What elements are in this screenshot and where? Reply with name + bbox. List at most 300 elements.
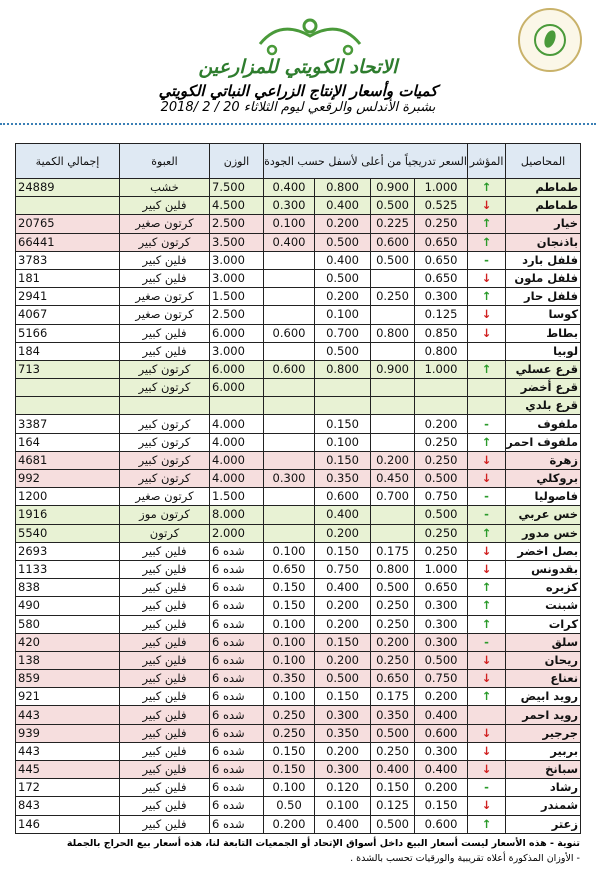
total-cell: 24889 <box>16 179 120 197</box>
package-cell: خشب <box>120 179 210 197</box>
indicator-cell: ↑ <box>468 288 506 306</box>
product-cell: زهرة <box>506 451 581 469</box>
indicator-cell <box>468 379 506 397</box>
price-3-cell: 0.800 <box>315 360 371 378</box>
package-cell: كرتون كبير <box>120 433 210 451</box>
price-3-cell: 0.200 <box>315 615 371 633</box>
price-3-cell: 0.750 <box>315 560 371 578</box>
table-row <box>16 415 581 433</box>
package-cell: فلين كبير <box>120 742 210 760</box>
price-1-cell: 1.000 <box>415 360 468 378</box>
indicator-cell: ↓ <box>468 542 506 560</box>
price-1-cell: 0.525 <box>415 197 468 215</box>
indicator-cell: ↓ <box>468 651 506 669</box>
indicator-cell: ↓ <box>468 324 506 342</box>
table-row <box>16 488 581 506</box>
package-cell: كرتون كبير <box>120 379 210 397</box>
price-1-cell: 0.250 <box>415 433 468 451</box>
price-4-cell <box>264 488 315 506</box>
package-cell: فلين كبير <box>120 761 210 779</box>
indicator-cell: ↓ <box>468 670 506 688</box>
table-row <box>16 615 581 633</box>
price-1-cell: 0.400 <box>415 706 468 724</box>
price-4-cell: 0.150 <box>264 597 315 615</box>
indicator-cell: ↑ <box>468 433 506 451</box>
price-1-cell: 0.250 <box>415 215 468 233</box>
price-3-cell <box>315 379 371 397</box>
table-row <box>16 397 581 415</box>
package-cell: كرتون صغير <box>120 306 210 324</box>
price-1-cell: 0.500 <box>415 651 468 669</box>
price-4-cell <box>264 524 315 542</box>
price-1-cell: 0.250 <box>415 542 468 560</box>
indicator-cell: ↑ <box>468 360 506 378</box>
price-4-cell: 0.150 <box>264 579 315 597</box>
total-cell: 859 <box>16 670 120 688</box>
price-2-cell: 0.175 <box>371 688 415 706</box>
product-cell: بقدونس <box>506 560 581 578</box>
price-2-cell <box>371 269 415 287</box>
price-1-cell: 0.600 <box>415 815 468 833</box>
table-header-row <box>16 144 581 179</box>
total-cell: 172 <box>16 779 120 797</box>
total-cell: 445 <box>16 761 120 779</box>
price-4-cell <box>264 506 315 524</box>
date-line: بشبرة الأندلس والرقعي ليوم الثلاثاء 20 / 2 /2018 <box>160 100 436 115</box>
price-2-cell <box>371 524 415 542</box>
weight-cell: 6 شده <box>210 779 264 797</box>
indicator-cell: ↑ <box>468 179 506 197</box>
price-2-cell <box>371 415 415 433</box>
package-cell: فلين كبير <box>120 597 210 615</box>
price-3-cell: 0.300 <box>315 761 371 779</box>
weight-cell: 6.000 <box>210 324 264 342</box>
table-row <box>16 324 581 342</box>
weight-cell: 6 شده <box>210 542 264 560</box>
price-2-cell: 0.200 <box>371 451 415 469</box>
price-4-cell: 0.650 <box>264 560 315 578</box>
product-cell: سبانخ <box>506 761 581 779</box>
price-4-cell: 0.400 <box>264 179 315 197</box>
indicator-cell <box>468 706 506 724</box>
note-disclaimer: تنوية - هذه الأسعار ليست أسعار البيع داخل أسواق الإتحاد أو الجمعيات التابعة لنا، هذه أسعار بيع الحراج بالجملة <box>66 838 580 849</box>
product-cell: فلفل حار <box>506 288 581 306</box>
total-cell: 939 <box>16 724 120 742</box>
price-4-cell: 0.200 <box>264 815 315 833</box>
product-cell: بطاط <box>506 324 581 342</box>
package-cell: فلين كبير <box>120 815 210 833</box>
weight-cell: 6 شده <box>210 815 264 833</box>
table-row <box>16 670 581 688</box>
price-1-cell: 1.000 <box>415 179 468 197</box>
price-3-cell: 0.700 <box>315 324 371 342</box>
price-2-cell: 0.250 <box>371 615 415 633</box>
weight-cell: 6 شده <box>210 633 264 651</box>
price-4-cell <box>264 251 315 269</box>
price-3-cell: 0.150 <box>315 633 371 651</box>
table-row <box>16 251 581 269</box>
price-1-cell: 0.750 <box>415 488 468 506</box>
total-cell: 443 <box>16 706 120 724</box>
package-cell: فلين كبير <box>120 579 210 597</box>
weight-cell: 6 شده <box>210 560 264 578</box>
table-row <box>16 706 581 724</box>
indicator-cell: ↓ <box>468 724 506 742</box>
price-2-cell <box>371 306 415 324</box>
price-4-cell: 0.100 <box>264 651 315 669</box>
total-cell: 5166 <box>16 324 120 342</box>
indicator-cell: ↓ <box>468 451 506 469</box>
price-3-cell: 0.200 <box>315 742 371 760</box>
indicator-cell: - <box>468 488 506 506</box>
indicator-cell: ↑ <box>468 524 506 542</box>
price-1-cell: 0.300 <box>415 633 468 651</box>
table-row <box>16 233 581 251</box>
price-4-cell: 0.600 <box>264 360 315 378</box>
price-3-cell: 0.350 <box>315 724 371 742</box>
table-row <box>16 779 581 797</box>
weight-cell: 2.000 <box>210 524 264 542</box>
price-4-cell <box>264 433 315 451</box>
price-4-cell: 0.100 <box>264 215 315 233</box>
indicator-cell: ↑ <box>468 233 506 251</box>
weight-cell: 1.500 <box>210 288 264 306</box>
product-cell: رويد ابيض <box>506 688 581 706</box>
price-3-cell: 0.100 <box>315 306 371 324</box>
weight-cell: 7.500 <box>210 179 264 197</box>
price-4-cell: 0.300 <box>264 470 315 488</box>
price-3-cell: 0.500 <box>315 342 371 360</box>
price-3-cell: 0.600 <box>315 488 371 506</box>
table-body <box>16 179 581 834</box>
total-cell: 5540 <box>16 524 120 542</box>
total-cell: 2693 <box>16 542 120 560</box>
indicator-cell: ↑ <box>468 215 506 233</box>
table-row <box>16 288 581 306</box>
price-3-cell: 0.150 <box>315 688 371 706</box>
product-cell: ملفوف <box>506 415 581 433</box>
package-cell: فلين كبير <box>120 615 210 633</box>
indicator-cell: ↓ <box>468 269 506 287</box>
indicator-cell: - <box>468 415 506 433</box>
indicator-cell: ↑ <box>468 815 506 833</box>
total-cell: 843 <box>16 797 120 815</box>
indicator-cell: ↑ <box>468 597 506 615</box>
price-4-cell <box>264 269 315 287</box>
price-1-cell: 0.200 <box>415 415 468 433</box>
product-cell: قرع عسلي <box>506 360 581 378</box>
product-cell: شبنت <box>506 597 581 615</box>
indicator-cell <box>468 342 506 360</box>
package-cell: فلين كبير <box>120 651 210 669</box>
total-cell: 1133 <box>16 560 120 578</box>
total-cell: 66441 <box>16 233 120 251</box>
weight-cell: 6.000 <box>210 360 264 378</box>
price-3-cell: 0.200 <box>315 651 371 669</box>
header-weight: الوزن <box>210 144 264 179</box>
total-cell: 580 <box>16 615 120 633</box>
ornament-decoration <box>250 14 370 60</box>
total-cell: 1200 <box>16 488 120 506</box>
product-cell: ملفوف احمر <box>506 433 581 451</box>
price-1-cell: 1.000 <box>415 560 468 578</box>
price-1-cell: 0.300 <box>415 742 468 760</box>
price-4-cell: 0.50 <box>264 797 315 815</box>
price-3-cell <box>315 397 371 415</box>
weight-cell: 4.000 <box>210 433 264 451</box>
price-3-cell: 0.120 <box>315 779 371 797</box>
product-cell: شمندر <box>506 797 581 815</box>
table-row <box>16 542 581 560</box>
total-cell: 164 <box>16 433 120 451</box>
header-price: السعر تدريجياً من أعلى لأسفل حسب الجودة <box>264 144 468 179</box>
header-indicator: المؤشر <box>468 144 506 179</box>
weight-cell: 4.500 <box>210 197 264 215</box>
product-cell: طماطم <box>506 197 581 215</box>
weight-cell: 6 شده <box>210 797 264 815</box>
price-1-cell: 0.300 <box>415 597 468 615</box>
product-cell: طماطم <box>506 179 581 197</box>
price-1-cell: 0.250 <box>415 524 468 542</box>
table-row <box>16 179 581 197</box>
package-cell: كرتون كبير <box>120 451 210 469</box>
price-1-cell <box>415 379 468 397</box>
price-3-cell: 0.100 <box>315 797 371 815</box>
price-table <box>15 143 581 834</box>
total-cell: 921 <box>16 688 120 706</box>
price-3-cell: 0.150 <box>315 415 371 433</box>
price-2-cell <box>371 506 415 524</box>
table-row <box>16 269 581 287</box>
package-cell: فلين كبير <box>120 269 210 287</box>
total-cell: 713 <box>16 360 120 378</box>
total-cell <box>16 379 120 397</box>
price-4-cell: 0.100 <box>264 615 315 633</box>
price-2-cell: 0.700 <box>371 488 415 506</box>
price-4-cell: 0.600 <box>264 324 315 342</box>
price-2-cell: 0.500 <box>371 251 415 269</box>
package-cell: كرتون صغير <box>120 288 210 306</box>
price-1-cell: 0.800 <box>415 342 468 360</box>
weight-cell: 6 شده <box>210 651 264 669</box>
indicator-cell: - <box>468 506 506 524</box>
price-4-cell <box>264 342 315 360</box>
price-1-cell: 0.750 <box>415 670 468 688</box>
package-cell: فلين كبير <box>120 779 210 797</box>
total-cell: 20765 <box>16 215 120 233</box>
total-cell: 138 <box>16 651 120 669</box>
indicator-cell: ↓ <box>468 197 506 215</box>
table-row <box>16 197 581 215</box>
price-4-cell: 0.100 <box>264 779 315 797</box>
indicator-cell: ↓ <box>468 470 506 488</box>
table-row <box>16 761 581 779</box>
product-cell: خيار <box>506 215 581 233</box>
weight-cell: 3.500 <box>210 233 264 251</box>
price-3-cell: 0.800 <box>315 179 371 197</box>
total-cell: 443 <box>16 742 120 760</box>
weight-cell: 3.000 <box>210 269 264 287</box>
weight-cell: 4.000 <box>210 415 264 433</box>
indicator-cell: ↑ <box>468 579 506 597</box>
price-2-cell: 0.125 <box>371 797 415 815</box>
package-cell: فلين كبير <box>120 342 210 360</box>
weight-cell: 6 شده <box>210 579 264 597</box>
package-cell: فلين كبير <box>120 706 210 724</box>
price-4-cell: 0.100 <box>264 633 315 651</box>
price-3-cell: 0.200 <box>315 215 371 233</box>
package-cell: كرتون كبير <box>120 360 210 378</box>
indicator-cell: ↓ <box>468 306 506 324</box>
total-cell: 1916 <box>16 506 120 524</box>
price-4-cell: 0.150 <box>264 761 315 779</box>
package-cell: فلين كبير <box>120 633 210 651</box>
price-2-cell: 0.250 <box>371 597 415 615</box>
package-cell <box>120 397 210 415</box>
price-4-cell: 0.150 <box>264 742 315 760</box>
price-3-cell: 0.400 <box>315 251 371 269</box>
package-cell: فلين كبير <box>120 542 210 560</box>
package-cell: فلين كبير <box>120 724 210 742</box>
package-cell: فلين كبير <box>120 560 210 578</box>
weight-cell: 6.000 <box>210 379 264 397</box>
weight-cell: 8.000 <box>210 506 264 524</box>
price-2-cell <box>371 433 415 451</box>
price-1-cell: 0.850 <box>415 324 468 342</box>
price-2-cell: 0.225 <box>371 215 415 233</box>
price-1-cell: 0.150 <box>415 797 468 815</box>
price-4-cell: 0.350 <box>264 670 315 688</box>
price-3-cell: 0.200 <box>315 288 371 306</box>
weight-cell: 4.000 <box>210 470 264 488</box>
price-1-cell: 0.300 <box>415 288 468 306</box>
notes <box>15 836 580 866</box>
product-cell: كرات <box>506 615 581 633</box>
price-3-cell: 0.150 <box>315 451 371 469</box>
header-total: إجمالي الكمية <box>16 144 120 179</box>
total-cell: 4681 <box>16 451 120 469</box>
price-2-cell: 0.350 <box>371 706 415 724</box>
package-cell: فلين كبير <box>120 670 210 688</box>
price-4-cell <box>264 379 315 397</box>
indicator-cell: ↓ <box>468 797 506 815</box>
total-cell: 3387 <box>16 415 120 433</box>
price-4-cell: 0.100 <box>264 688 315 706</box>
total-cell: 490 <box>16 597 120 615</box>
price-3-cell: 0.200 <box>315 524 371 542</box>
package-cell: كرتون موز <box>120 506 210 524</box>
leaf-icon <box>542 29 558 49</box>
indicator-cell <box>468 397 506 415</box>
weight-cell: 6 شده <box>210 742 264 760</box>
price-2-cell: 0.250 <box>371 288 415 306</box>
indicator-cell: - <box>468 251 506 269</box>
price-2-cell: 0.800 <box>371 560 415 578</box>
price-4-cell: 0.100 <box>264 542 315 560</box>
total-cell: 181 <box>16 269 120 287</box>
product-cell: كوسا <box>506 306 581 324</box>
weight-cell: 1.500 <box>210 488 264 506</box>
indicator-cell: ↓ <box>468 761 506 779</box>
table-row <box>16 379 581 397</box>
table-row <box>16 688 581 706</box>
table-row <box>16 633 581 651</box>
indicator-cell: ↓ <box>468 560 506 578</box>
price-1-cell: 0.125 <box>415 306 468 324</box>
price-2-cell <box>371 342 415 360</box>
product-cell: خس مدور <box>506 524 581 542</box>
table-row <box>16 579 581 597</box>
table-row <box>16 506 581 524</box>
price-2-cell <box>371 379 415 397</box>
table-row <box>16 342 581 360</box>
product-cell: سلق <box>506 633 581 651</box>
logo-emblem <box>534 24 566 56</box>
price-3-cell: 0.100 <box>315 433 371 451</box>
price-1-cell: 0.650 <box>415 251 468 269</box>
weight-cell: 6 شده <box>210 688 264 706</box>
total-cell: 4067 <box>16 306 120 324</box>
table-row <box>16 815 581 833</box>
weight-cell: 6 شده <box>210 761 264 779</box>
total-cell <box>16 397 120 415</box>
price-3-cell: 0.500 <box>315 233 371 251</box>
package-cell: كرتون كبير <box>120 415 210 433</box>
weight-cell: 6 شده <box>210 615 264 633</box>
price-1-cell: 0.650 <box>415 579 468 597</box>
report-title: كميات وأسعار الإنتاج الزراعي النباتي الكويتي <box>158 82 438 100</box>
table-row <box>16 524 581 542</box>
indicator-cell: ↑ <box>468 615 506 633</box>
price-4-cell <box>264 451 315 469</box>
package-cell: كرتون صغير <box>120 215 210 233</box>
product-cell: بروكلي <box>506 470 581 488</box>
union-title: الاتحاد الكويتي للمزارعين <box>198 56 398 78</box>
table-row <box>16 651 581 669</box>
price-1-cell: 0.200 <box>415 688 468 706</box>
total-cell: 420 <box>16 633 120 651</box>
total-cell: 992 <box>16 470 120 488</box>
total-cell: 184 <box>16 342 120 360</box>
price-3-cell: 0.500 <box>315 269 371 287</box>
price-3-cell: 0.400 <box>315 815 371 833</box>
weight-cell: 6 شده <box>210 597 264 615</box>
total-cell: 3783 <box>16 251 120 269</box>
table-row <box>16 724 581 742</box>
product-cell: زعتر <box>506 815 581 833</box>
price-3-cell: 0.400 <box>315 579 371 597</box>
price-3-cell: 0.500 <box>315 670 371 688</box>
product-cell: فلفل بارد <box>506 251 581 269</box>
package-cell: كرتون <box>120 524 210 542</box>
price-3-cell: 0.400 <box>315 506 371 524</box>
price-2-cell: 0.650 <box>371 670 415 688</box>
price-2-cell: 0.900 <box>371 360 415 378</box>
total-cell: 2941 <box>16 288 120 306</box>
price-1-cell: 0.650 <box>415 269 468 287</box>
table-row <box>16 470 581 488</box>
weight-cell: 2.500 <box>210 215 264 233</box>
price-2-cell: 0.500 <box>371 724 415 742</box>
price-4-cell <box>264 306 315 324</box>
price-2-cell: 0.200 <box>371 633 415 651</box>
product-cell: باذنجان <box>506 233 581 251</box>
product-cell: فاصوليا <box>506 488 581 506</box>
weight-cell: 4.000 <box>210 451 264 469</box>
report-header <box>0 0 596 140</box>
price-2-cell <box>371 397 415 415</box>
price-3-cell: 0.150 <box>315 542 371 560</box>
